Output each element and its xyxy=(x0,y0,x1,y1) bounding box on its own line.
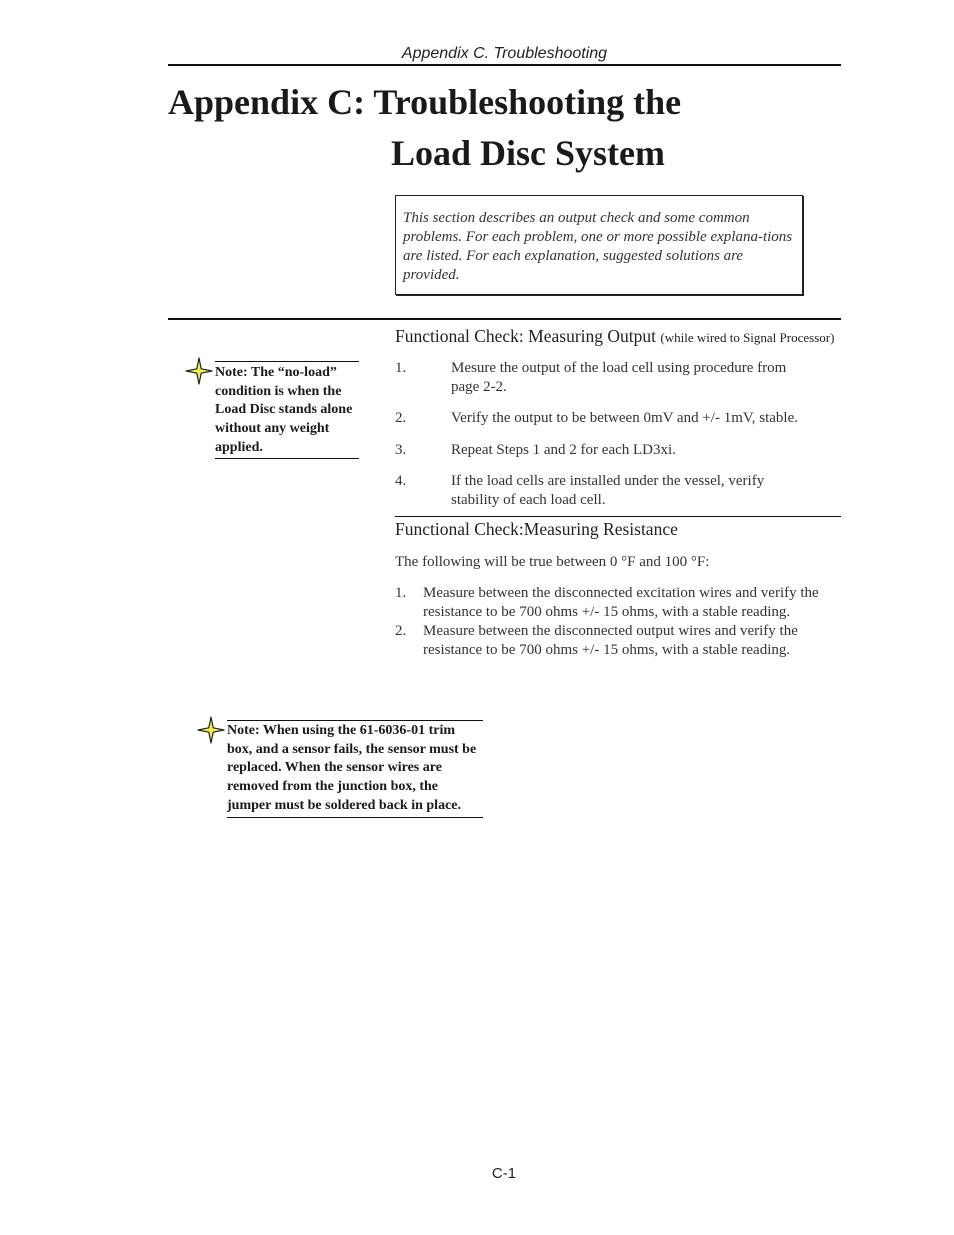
section-heading-note: (while wired to Signal Processor) xyxy=(660,330,835,345)
step-text: Repeat Steps 1 and 2 for each LD3xi. xyxy=(451,442,676,458)
note-top-rule xyxy=(227,720,483,721)
page-number: C-1 xyxy=(491,1165,517,1182)
step-number: 2. xyxy=(395,623,407,639)
running-header: Appendix C. Troubleshooting xyxy=(401,45,608,62)
page-title-line1: Appendix C: Troubleshooting the xyxy=(168,82,682,122)
section-intro: The following will be true between 0 °F and 100 °F: xyxy=(395,554,710,570)
intro-box: This section describes an output check and some common problems. For each problem, one or more possible explana-tions are listed. For each explanation, suggested solutions are provided. xyxy=(395,195,803,295)
note-top-rule xyxy=(215,361,359,362)
step-text: Verify the output to be between 0mV and +/- 1mV, stable. xyxy=(451,410,799,426)
step-text: If the load cells are installed under the vessel, verify stability of each load cell. xyxy=(451,473,765,508)
subsection-divider xyxy=(395,516,841,517)
step-number: 2. xyxy=(395,410,407,426)
sparkle-star-icon xyxy=(185,357,213,385)
note-trim-box: Note: When using the 61-6036-01 trim box, and a sensor fails, the sensor must be replaced. When the sensor wires are removed from the junction box, the jumper must be soldered back in place. xyxy=(227,723,477,813)
note-bottom-rule xyxy=(227,817,483,818)
section-heading-measuring-resistance: Functional Check:Measuring Resistance xyxy=(395,519,678,539)
note-no-load: Note: The “no-load” condition is when the Load Disc stands alone without any weight applied. xyxy=(215,365,353,455)
step-number: 1. xyxy=(395,360,407,376)
section-heading-measuring-output xyxy=(395,325,834,349)
page-title-line2: Load Disc System xyxy=(391,133,666,173)
note-bottom-rule xyxy=(215,458,359,459)
sparkle-star-icon xyxy=(197,716,225,744)
step-text: Measure between the disconnected output wires and verify the resistance to be 700 ohms +/- 15 ohms, with a stable reading. xyxy=(423,623,798,658)
step-text: Measure between the disconnected excitation wires and verify the resistance to be 700 ohms +/- 15 ohms, with a stable reading. xyxy=(423,585,819,620)
step-number: 4. xyxy=(395,473,407,489)
section-divider xyxy=(168,318,841,320)
step-number: 3. xyxy=(395,442,407,458)
step-text: Mesure the output of the load cell using procedure from page 2-2. xyxy=(451,360,787,395)
step-number: 1. xyxy=(395,585,407,601)
header-rule xyxy=(168,64,841,66)
section-heading-text: Functional Check: Measuring Output xyxy=(395,326,657,346)
